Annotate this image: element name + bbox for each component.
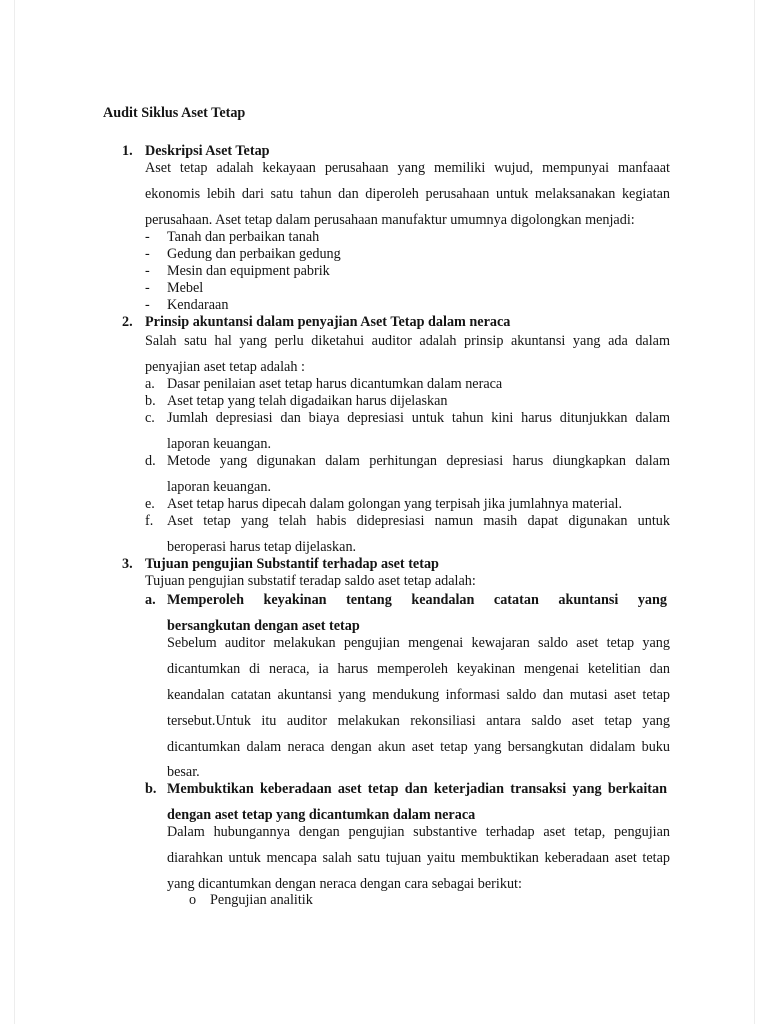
list-item: Kendaraan bbox=[167, 297, 229, 313]
document-title: Audit Siklus Aset Tetap bbox=[103, 105, 246, 121]
list-marker: a. bbox=[145, 376, 155, 392]
paragraph-line: Dalam hubungannya dengan pengujian substantive terhadap aset tetap, pengujian bbox=[167, 824, 670, 840]
subsection-heading: Membuktikan keberadaan aset tetap dan keterjadian transaksi yang berkaitan bbox=[167, 781, 667, 797]
subsection-heading-continuation: bersangkutan dengan aset tetap bbox=[167, 618, 360, 634]
list-item-continuation: laporan keuangan. bbox=[167, 479, 271, 495]
paragraph-line: penyajian aset tetap adalah : bbox=[145, 359, 305, 375]
bullet-marker: o bbox=[189, 892, 197, 908]
paragraph-line: perusahaan. Aset tetap dalam perusahaan manufaktur umumnya digolongkan menjadi: bbox=[145, 212, 635, 228]
list-item: Aset tetap harus dipecah dalam golongan yang terpisah jika jumlahnya material. bbox=[167, 496, 623, 512]
paragraph-line: besar. bbox=[167, 764, 200, 780]
section-number: 2. bbox=[122, 314, 133, 330]
paragraph-line: dicantumkan di neraca, ia harus memperoleh keyakinan mengenai ketelitian dan bbox=[167, 661, 670, 677]
list-item: Aset tetap yang telah digadaikan harus dijelaskan bbox=[167, 393, 448, 409]
subsection-heading: Memperoleh keyakinan tentang keandalan catatan akuntansi yang bbox=[167, 592, 667, 608]
list-item: Pengujian analitik bbox=[210, 892, 313, 908]
paragraph-line: diarahkan untuk mencapa salah satu tujuan yaitu membuktikan keberadaan aset tetap bbox=[167, 850, 670, 866]
section-heading: Prinsip akuntansi dalam penyajian Aset Tetap dalam neraca bbox=[145, 314, 511, 330]
list-item: Mesin dan equipment pabrik bbox=[167, 263, 330, 279]
paragraph-line: keandalan catatan akuntansi yang mendukung informasi saldo dan mutasi aset tetap bbox=[167, 687, 670, 703]
list-item: Mebel bbox=[167, 280, 204, 296]
subsection-heading-continuation: dengan aset tetap yang dicantumkan dalam neraca bbox=[167, 807, 476, 823]
section-number: 3. bbox=[122, 556, 133, 572]
paragraph-line: Sebelum auditor melakukan pengujian mengenai kewajaran saldo aset tetap yang bbox=[167, 635, 670, 651]
list-marker: e. bbox=[145, 496, 155, 512]
dash-marker: - bbox=[145, 297, 150, 313]
dash-marker: - bbox=[145, 246, 150, 262]
list-item: Metode yang digunakan dalam perhitungan depresiasi harus diungkapkan dalam bbox=[167, 453, 670, 469]
paragraph-line: ekonomis lebih dari satu tahun dan diperoleh perusahaan untuk melaksanakan kegiatan bbox=[145, 186, 670, 202]
dash-marker: - bbox=[145, 280, 150, 296]
list-marker: c. bbox=[145, 410, 155, 426]
list-item: Dasar penilaian aset tetap harus dicantumkan dalam neraca bbox=[167, 376, 503, 392]
list-item: Gedung dan perbaikan gedung bbox=[167, 246, 341, 262]
section-heading: Tujuan pengujian Substantif terhadap aset tetap bbox=[145, 556, 439, 572]
list-marker: b. bbox=[145, 393, 156, 409]
subsection-marker: a. bbox=[145, 592, 156, 608]
list-marker: f. bbox=[145, 513, 154, 529]
list-item: Aset tetap yang telah habis didepresiasi namun masih dapat digunakan untuk bbox=[167, 513, 670, 529]
paragraph-line: dicantumkan dalam neraca dengan akun aset tetap yang bersangkutan didalam buku bbox=[167, 739, 670, 755]
paragraph-line: tersebut.Untuk itu auditor melakukan rekonsiliasi antara saldo aset tetap yang bbox=[167, 713, 670, 729]
paragraph-line: Salah satu hal yang perlu diketahui auditor adalah prinsip akuntansi yang ada dalam bbox=[145, 333, 670, 349]
list-item: Jumlah depresiasi dan biaya depresiasi untuk tahun kini harus ditunjukkan dalam bbox=[167, 410, 670, 426]
dash-marker: - bbox=[145, 263, 150, 279]
list-item-continuation: laporan keuangan. bbox=[167, 436, 271, 452]
section-intro: Tujuan pengujian substatif teradap saldo aset tetap adalah: bbox=[145, 573, 476, 589]
section-number: 1. bbox=[122, 143, 133, 159]
list-item-continuation: beroperasi harus tetap dijelaskan. bbox=[167, 539, 357, 555]
dash-marker: - bbox=[145, 229, 150, 245]
paragraph-line: yang dicantumkan dengan neraca dengan cara sebagai berikut: bbox=[167, 876, 522, 892]
section-heading: Deskripsi Aset Tetap bbox=[145, 143, 270, 159]
list-item: Tanah dan perbaikan tanah bbox=[167, 229, 320, 245]
paragraph-line: Aset tetap adalah kekayaan perusahaan yang memiliki wujud, mempunyai manfaaat bbox=[145, 160, 670, 176]
list-marker: d. bbox=[145, 453, 156, 469]
subsection-marker: b. bbox=[145, 781, 157, 797]
